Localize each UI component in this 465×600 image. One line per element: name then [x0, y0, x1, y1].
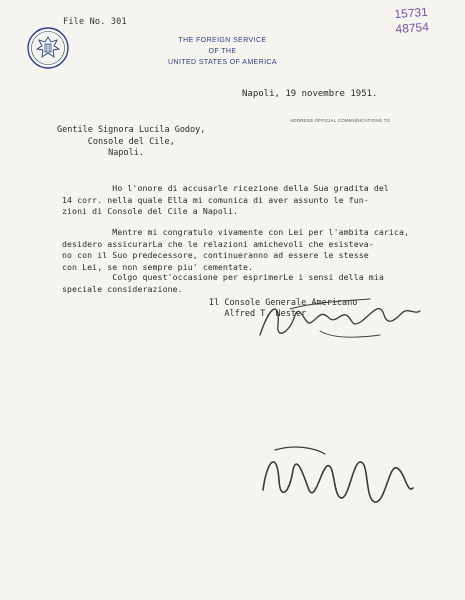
recipient-block [57, 125, 205, 160]
handwritten-scribble [255, 440, 420, 512]
archive-number-2: 48754 [395, 19, 430, 37]
paragraph-2: Mentre mi congratulo vivamente con Lei per l'ambita carica, desidero assicurarLa che le relazioni amichevoli che esisteva- no con il Suo predecessore, continueranno ad essere le stesse con Lei, se non sempre piu' cementate. [62, 227, 410, 272]
signatory-name: Alfred T. Nester [209, 309, 307, 319]
us-seal-icon [26, 26, 70, 70]
paragraph-3: Colgo quest'occasione per esprimerLe i sensi della mia speciale considerazione. [62, 272, 384, 294]
archive-number-1: 15731 [393, 4, 429, 22]
letter-date: Napoli, 19 novembre 1951. [242, 89, 378, 99]
closing-title: Il Console Generale Americano [209, 298, 358, 308]
handwritten-signature [250, 295, 425, 345]
letterhead [150, 35, 295, 68]
paragraph-1: Ho l'onore di accusarle ricezione della Sua gradita del 14 corr. nella quale Ella mi comunica di aver assunto le fun- zioni di Console del Cile a Napoli. [62, 183, 389, 216]
letterhead-line-2: OF THE [208, 48, 237, 55]
recipient-line-1: Gentile Signora Lucila Godoy, [57, 125, 206, 135]
letterhead-line-3: UNITED STATES OF AMERICA [168, 59, 277, 66]
recipient-line-2: Console del Cile, [57, 136, 175, 147]
letterhead-line-1: THE FOREIGN SERVICE [178, 37, 267, 44]
address-note: ADDRESS OFFICIAL COMMUNICATIONS TO [290, 118, 391, 123]
recipient-line-3: Napoli. [57, 148, 144, 158]
archive-number [394, 5, 429, 37]
file-number: File No. 301 [63, 17, 127, 27]
